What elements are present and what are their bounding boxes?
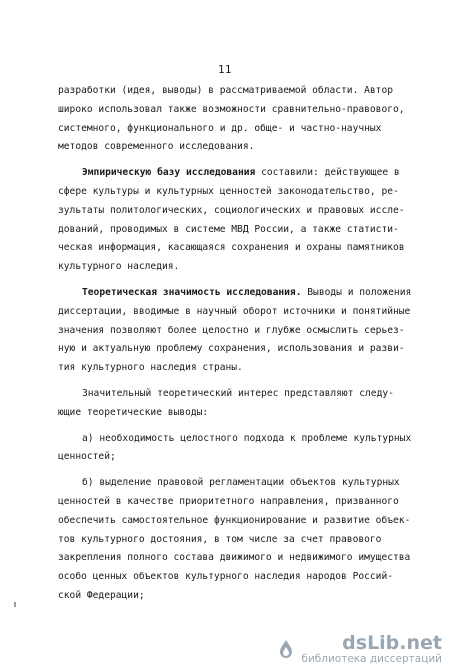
text-line: дований, проводимых в системе МВД России, а также статисти-	[58, 223, 399, 235]
watermark-tagline: библиотека диссертаций	[301, 653, 442, 665]
text-line: ную и актуальную проблему сохранения, использования и разви-	[58, 343, 405, 355]
list-item-a: а) необходимость целостного подхода к проблеме культурных	[82, 432, 412, 444]
scan-mark	[14, 602, 16, 607]
text-line: диссертации, вводимые в научный оборот источники и понятийные	[58, 305, 411, 317]
text-line: Значительный теоретический интерес представляют следу-	[82, 387, 394, 399]
text-line: Выводы и положения	[307, 286, 412, 298]
text-line: широко использовал также возможности сравнительно-правового,	[58, 103, 405, 115]
paragraph-theoretical-significance	[58, 284, 418, 303]
text-line: ценностей в качестве приоритетного направления, призванного	[58, 495, 399, 507]
page-number: 11	[218, 64, 232, 76]
text-line: разработки (идея, выводы) в рассматриваемой области. Автор	[58, 85, 394, 96]
text-line: обеспечить самостоятельное функционирование и развитие объек-	[58, 514, 411, 526]
text-line: тия культурного наследия страны.	[58, 362, 243, 374]
text-line: ской Федерации;	[58, 589, 145, 601]
text-line: ческая информация, касающаяся сохранения и охраны памятников	[58, 242, 405, 254]
text-line: культурного наследия.	[58, 261, 180, 273]
text-line: закрепления полного состава движимого и недвижимого имущества	[58, 552, 411, 564]
text-line: методов современного исследования.	[58, 141, 255, 153]
flame-drop-icon	[276, 639, 296, 659]
text-line: значения позволяют более целостно и глубже осмыслить серьез-	[58, 324, 405, 336]
text-line: особо ценных объектов культурного наследия народов Россий-	[58, 571, 394, 583]
list-item-b: б) выделение правовой регламентации объектов культурных	[82, 477, 400, 489]
text-line: системного, функционального и др. обще- и частно-научных	[58, 122, 382, 134]
watermark-logo: dsLib.net	[342, 632, 442, 654]
text-line: зультаты политологических, социологических и правовых иссле-	[58, 204, 405, 216]
text-line: сфере культуры и культурных ценностей законодательство, ре-	[58, 185, 399, 197]
text-line: ценностей;	[58, 451, 116, 463]
text-line: ющие теоретические выводы:	[58, 406, 209, 418]
empirical-base-heading: Эмпирическую базу исследования	[82, 167, 256, 179]
watermark	[276, 633, 442, 665]
theoretical-significance-heading: Теоретическая значимость исследования.	[82, 286, 302, 298]
text-line: составили: действующее в	[261, 167, 400, 179]
document-body	[58, 82, 418, 606]
paragraph-empirical-base	[58, 164, 418, 183]
text-line: тов культурного достояния, в том числе за счет правового	[58, 533, 382, 545]
